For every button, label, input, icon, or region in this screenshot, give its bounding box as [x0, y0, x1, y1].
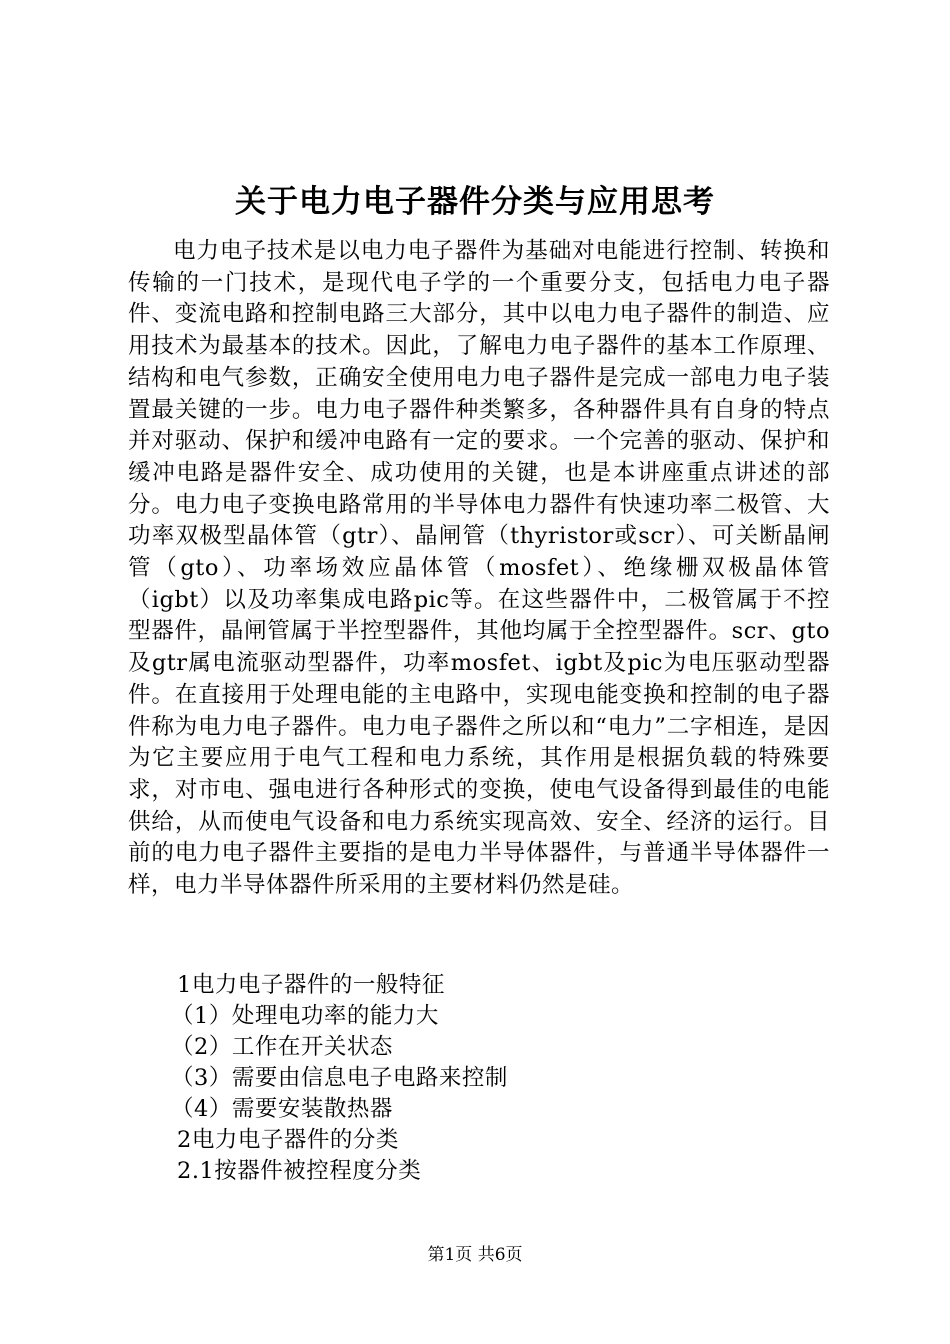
- outline-item: （4）需要安装散热器: [171, 1096, 393, 1122]
- outline-item: （2）工作在开关状态: [171, 1034, 393, 1060]
- outline-heading: 2电力电子器件的分类: [177, 1127, 399, 1153]
- outline-heading: 1电力电子器件的一般特征: [177, 972, 445, 998]
- outline-item: （1）处理电功率的能力大: [171, 1003, 439, 1029]
- outline-subheading: 2.1按器件被控程度分类: [177, 1158, 422, 1184]
- outline-item: （3）需要由信息电子电路来控制: [171, 1065, 508, 1091]
- document-title: 关于电力电子器件分类与应用思考: [235, 184, 715, 220]
- page-number-footer: 第1页 共6页: [427, 1245, 523, 1265]
- section-outline: [171, 970, 837, 1187]
- body-paragraph: 电力电子技术是以电力电子器件为基础对电能进行控制、转换和传输的一门技术，是现代电子学的一个重要分支，包括电力电子器件、变流电路和控制电路三大部分，其中以电力电子器件的制造、应用技术为最基本的技术。因此，了解电力电子器件的基本工作原理、结构和电气参数，正确安全使用电力电子器件是完成一部电力电子装置最关键的一步。电力电子器件种类繁多，各种器件具有自身的特点并对驱动、保护和缓冲电路有一定的要求。一个完善的驱动、保护和缓冲电路是器件安全、成功使用的关键，也是本讲座重点讲述的部分。电力电子变换电路常用的半导体电力器件有快速功率二极管、大功率双极型晶体管（gtr）、晶闸管（thyristor或scr）、可关断晶闸管（gto）、功率场效应晶体管（mosfet）、绝缘栅双极晶体管（igbt）以及功率集成电路pic等。在这些器件中，二极管属于不控型器件，晶闸管属于半控型器件，其他均属于全控型器件。scr、gto及gtr属电流驱动型器件，功率mosfet、igbt及pic为电压驱动型器件。在直接用于处理电能的主电路中，实现电能变换和控制的电子器件称为电力电子器件。电力电子器件之所以和“电力”二字相连，是因为它主要应用于电气工程和电力系统，其作用是根据负载的特殊要求，对市电、强电进行各种形式的变换，使电气设备得到最佳的电能供给，从而使电气设备和电力系统实现高效、安全、经济的运行。目前的电力电子器件主要指的是电力半导体器件，与普通半导体器件一样，电力半导体器件所采用的主要材料仍然是硅。: [128, 238, 830, 899]
